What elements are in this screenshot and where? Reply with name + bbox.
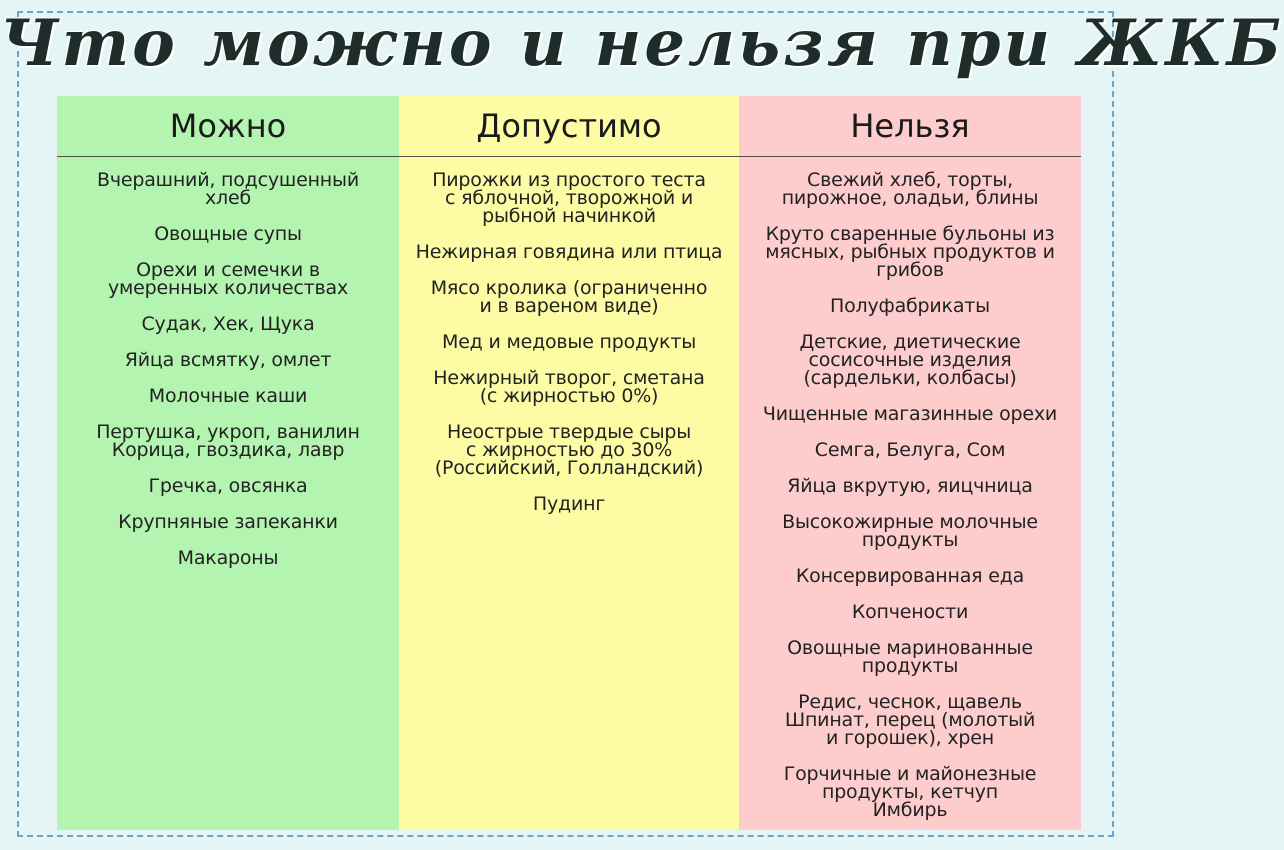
list-item: Яйца вкрутую, яицчница: [787, 475, 1033, 497]
list-item: Свежий хлеб, торты, пирожное, оладьи, блины: [781, 169, 1039, 209]
column-header-forbidden: Нельзя: [739, 96, 1081, 157]
list-item: Пирожки из простого теста с яблочной, творожной и рыбной начинкой: [432, 169, 706, 227]
food-table: [57, 96, 1081, 830]
list-item: Вчерашний, подсушенный хлеб: [97, 169, 359, 209]
column-header-can: Можно: [57, 96, 399, 157]
list-item: Консервированная еда: [795, 565, 1025, 587]
list-item: Детские, диетические сосисочные изделия (сардельки, колбасы): [799, 331, 1021, 389]
list-item: Круто сваренные бульоны из мясных, рыбных продуктов и грибов: [765, 223, 1055, 281]
list-item: Высокожирные молочные продукты: [782, 511, 1038, 551]
list-item: Неострые твердые сыры с жирностью до 30% (Российский, Голландский): [434, 421, 704, 479]
list-item: Семга, Белуга, Сом: [814, 439, 1006, 461]
list-item: Горчичные и майонезные продукты, кетчуп Имбирь: [783, 763, 1037, 821]
list-item: Макароны: [177, 547, 279, 569]
list-item: Судак, Хек, Щука: [141, 313, 315, 335]
list-item: Нежирный творог, сметана (с жирностью 0%): [433, 367, 705, 407]
page-title: Что можно и нельзя при ЖКБ: [0, 6, 1284, 81]
column-items-can: [57, 157, 399, 585]
column-allowed: [399, 96, 739, 830]
list-item: Мед и медовые продукты: [442, 331, 696, 353]
list-item: Орехи и семечки в умеренных количествах: [107, 259, 349, 299]
list-item: Гречка, овсянка: [148, 475, 308, 497]
list-item: Редис, чеснок, щавель Шпинат, перец (молотый и горошек), хрен: [784, 691, 1036, 749]
column-items-forbidden: [739, 157, 1081, 837]
list-item: Яйца всмятку, омлет: [124, 349, 332, 371]
list-item: Крупняные запеканки: [118, 511, 338, 533]
list-item: Чищенные магазинные орехи: [762, 403, 1058, 425]
list-item: Молочные каши: [148, 385, 308, 407]
list-item: Мясо кролика (ограниченно и в вареном виде): [430, 277, 708, 317]
column-forbidden: [739, 96, 1081, 830]
list-item: Нежирная говядина или птица: [415, 241, 723, 263]
list-item: Овощные супы: [154, 223, 302, 245]
column-can: [57, 96, 399, 830]
column-header-allowed: Допустимо: [399, 96, 739, 157]
list-item: Пудинг: [532, 493, 606, 515]
list-item: Овощные маринованные продукты: [787, 637, 1033, 677]
list-item: Копчености: [851, 601, 969, 623]
list-item: Пертушка, укроп, ванилин Корица, гвоздика, лавр: [96, 421, 360, 461]
column-items-allowed: [399, 157, 739, 531]
list-item: Полуфабрикаты: [830, 295, 990, 317]
